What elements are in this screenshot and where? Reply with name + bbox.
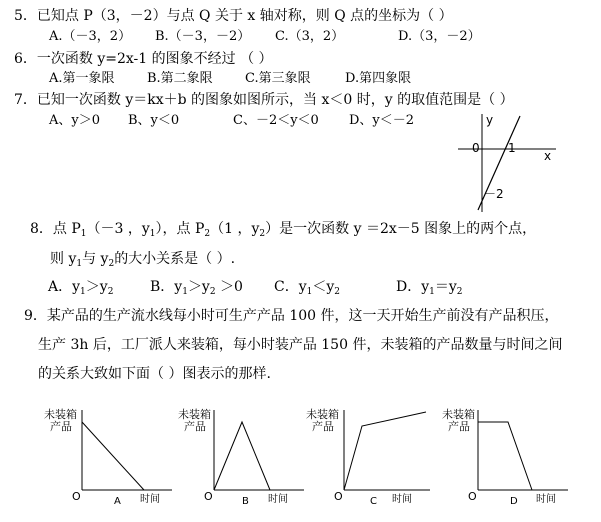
q6-option-d[interactable]: D.第四象限 — [345, 71, 412, 86]
q5-option-a[interactable]: A.（－3，2） — [49, 29, 132, 44]
q8-option-a[interactable] — [48, 278, 113, 296]
graph-d-ylabel-1: 未装箱 — [442, 408, 475, 421]
q7-y-tick-label: －2 — [484, 187, 504, 201]
graph-b-ylabel-2: 产品 — [184, 420, 206, 433]
q8-stem-part-b: （－3 ，y — [86, 221, 150, 237]
graph-d-ylabel-2: 产品 — [448, 420, 470, 433]
q8-optD-t1: D．y — [396, 279, 430, 295]
q8-stem-part-e: ）是一次函数 y ＝2x－5 图象上的两个点， — [265, 221, 537, 237]
q6-option-c[interactable]: C.第三象限 — [245, 71, 311, 86]
graph-a-letter: A — [114, 496, 121, 507]
graph-a-curve — [82, 422, 144, 490]
graph-b-letter: B — [242, 496, 249, 507]
q9-line-2: 生产 3h 后，工厂派人来装箱，每小时装产品 150 件，未装箱的产品数量与时间之间 — [38, 337, 563, 353]
q8-sub-2: 2 — [204, 229, 211, 239]
graph-d-origin: O — [468, 490, 477, 503]
q9-graph-b[interactable] — [176, 404, 311, 508]
q7-x-label: x — [544, 149, 552, 163]
q8-option-b[interactable] — [150, 278, 243, 296]
q8-line2-a: 则 y — [50, 251, 77, 267]
q8-optD-s1: 1 — [429, 287, 435, 297]
q8-optD-s2: 2 — [456, 287, 463, 297]
graph-c-ylabel-1: 未装箱 — [306, 408, 339, 421]
graph-c-letter: C — [370, 496, 377, 507]
q8-option-c[interactable] — [274, 278, 340, 296]
graph-a-ylabel-1: 未装箱 — [44, 408, 77, 421]
q7-x-tick-label: 1 — [508, 141, 516, 155]
q5-option-d[interactable]: D.（3，－2） — [398, 29, 481, 44]
q6-stem: 6．一次函数 y=2x-1 的图象不经过 （ ） — [14, 51, 273, 67]
q6-option-b[interactable]: B.第二象限 — [147, 71, 213, 86]
q8-line2-sub2: 2 — [108, 259, 115, 269]
graph-c-curve — [344, 412, 426, 490]
q8-optA-s1: 1 — [80, 287, 86, 297]
q8-optB-t2: ＞y — [187, 279, 210, 295]
q5-stem: 5．已知点 P（3，－2）与点 Q 关于 x 轴对称，则 Q 点的坐标为（ ） — [14, 8, 453, 24]
q7-y-label: y — [486, 113, 494, 127]
q7-option-d[interactable]: D、y＜－2 — [349, 113, 415, 128]
q7-option-a[interactable]: A、y＞0 — [49, 113, 101, 128]
graph-d-curve — [478, 422, 532, 490]
q8-optA-t2: ＞y — [85, 279, 108, 295]
graph-d-xlabel: 时间 — [536, 494, 556, 505]
graph-b-origin: O — [204, 490, 213, 503]
q7-option-b[interactable]: B、y＜0 — [128, 113, 180, 128]
q8-optB-s1: 1 — [182, 287, 188, 297]
q8-sub-1b: 1 — [149, 229, 156, 239]
q8-optC-t2: ＜y — [312, 279, 335, 295]
q7-option-c[interactable]: C、－2＜y＜0 — [233, 113, 319, 128]
graph-d-letter: D — [510, 496, 518, 507]
q8-line2-sub1: 1 — [76, 259, 83, 269]
graph-a-ylabel-2: 产品 — [50, 420, 72, 433]
graph-b-curve — [214, 422, 270, 490]
q8-optD-t2: ＝y — [434, 279, 457, 295]
graph-a-xlabel: 时间 — [140, 494, 160, 505]
q8-optC-s1: 1 — [306, 287, 313, 297]
q8-stem-part-c: ），点 P — [155, 221, 205, 237]
graph-a-origin: O — [72, 490, 81, 503]
q9-graph-a[interactable] — [40, 404, 175, 508]
q5-option-c[interactable]: C.（3，2） — [275, 29, 345, 44]
q8-stem-part-d: （1 ，y — [210, 221, 260, 237]
q8-sub-2b: 2 — [259, 229, 266, 239]
q9-line-3: 的关系大致如下面（ ）图表示的那样. — [38, 366, 271, 382]
q7-stem: 7．已知一次函数 y＝kx＋b 的图象如图所示，当 x＜0 时，y 的取值范围是（ ） — [14, 92, 514, 108]
q8-stem-part-a: 8．点 P — [30, 221, 81, 237]
q9-graph-c[interactable] — [298, 404, 438, 508]
q8-line-2 — [50, 250, 235, 268]
q7-origin-label: 0 — [472, 141, 480, 155]
graph-b-xlabel: 时间 — [268, 494, 288, 505]
q8-optB-t3: ＞0 — [215, 279, 243, 295]
q9-graph-d[interactable] — [438, 404, 578, 508]
q8-line2-b: 与 y — [82, 251, 109, 267]
q5-option-b[interactable]: B.（－3，－2） — [155, 29, 251, 44]
q8-optC-s2: 2 — [334, 287, 341, 297]
q8-optB-s2: 2 — [209, 287, 216, 297]
q9-line-1: 9．某产品的生产流水线每小时可生产产品 100 件，这一天开始生产前没有产品积压， — [24, 308, 559, 324]
q6-option-a[interactable]: A.第一象限 — [49, 71, 115, 86]
q8-optC-t1: C．y — [274, 279, 307, 295]
graph-c-xlabel: 时间 — [392, 494, 412, 505]
q8-optA-t1: A．y — [48, 279, 81, 295]
q8-sub-1: 1 — [80, 229, 87, 239]
q8-optB-t1: B．y — [150, 279, 183, 295]
graph-c-origin: O — [334, 490, 343, 503]
q8-line2-c: 的大小关系是（ ）. — [114, 251, 236, 267]
q8-stem — [30, 220, 536, 238]
q7-linear-function-figure — [452, 112, 562, 216]
graph-c-ylabel-2: 产品 — [312, 420, 334, 433]
q8-optA-s2: 2 — [107, 287, 114, 297]
q8-option-d[interactable] — [396, 278, 463, 296]
graph-b-ylabel-1: 未装箱 — [178, 408, 211, 421]
